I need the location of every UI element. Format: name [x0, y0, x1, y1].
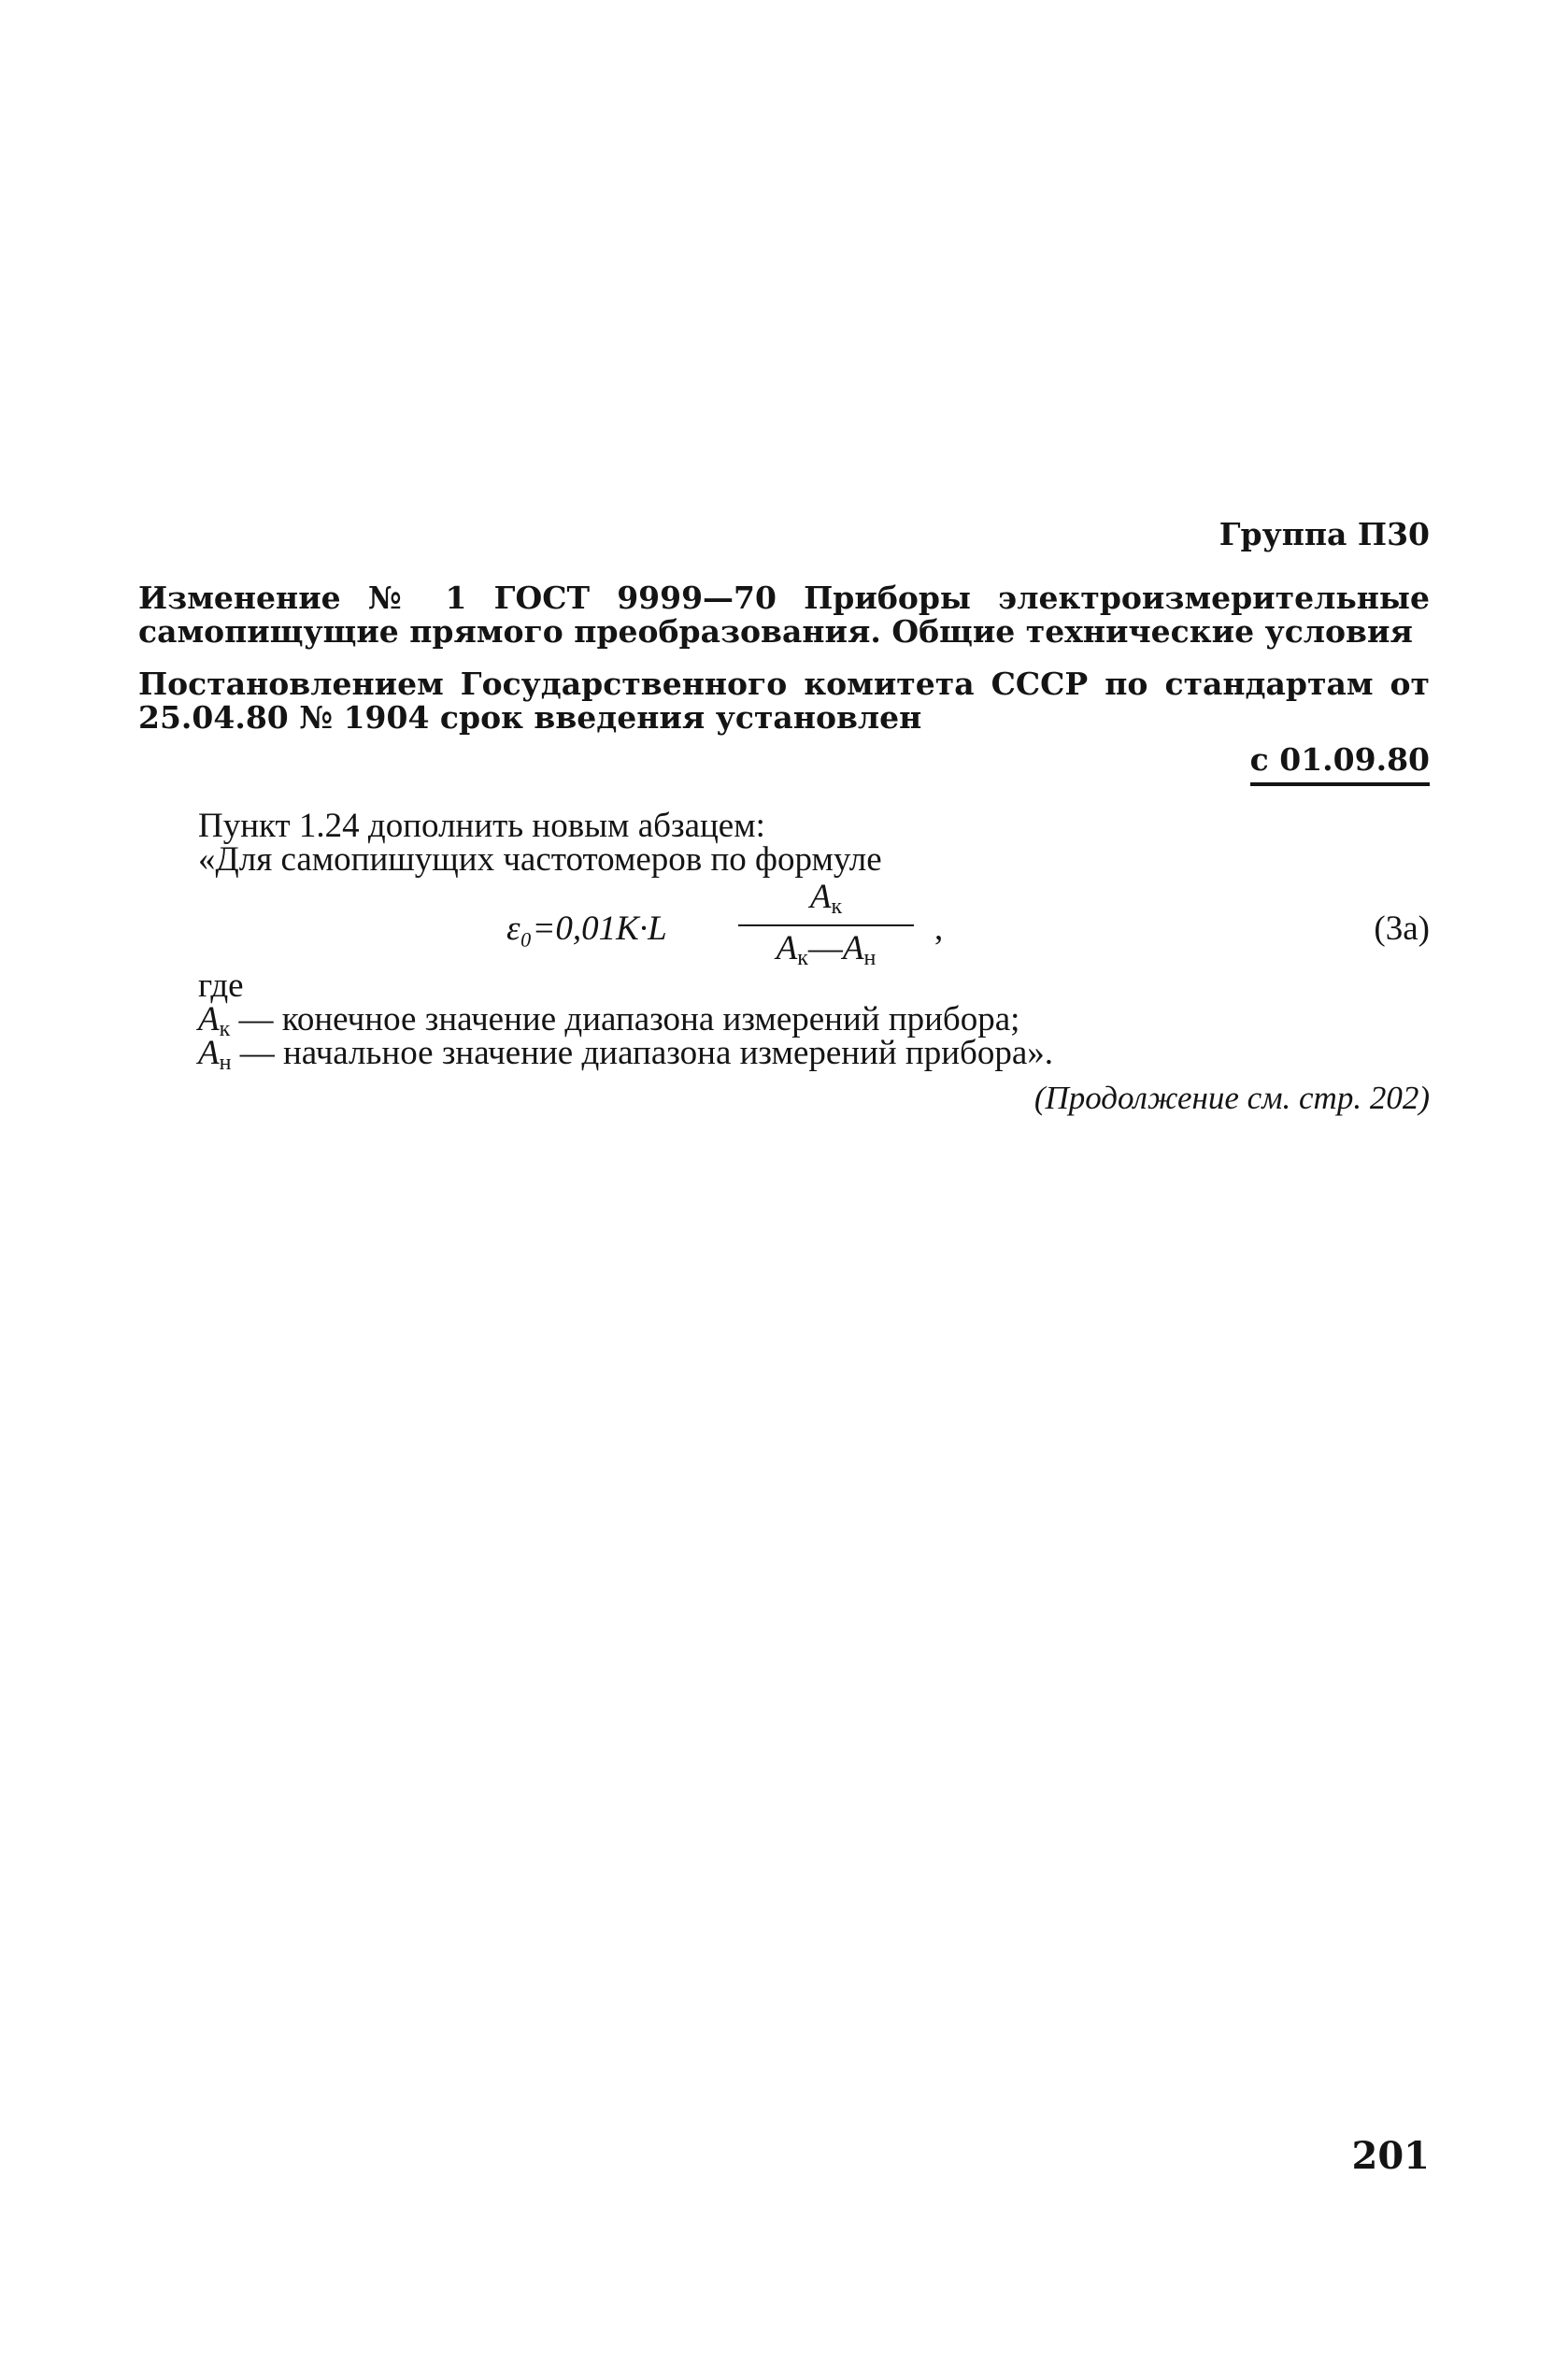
equation-number: (3а): [1374, 909, 1430, 948]
formula-comma: ,: [934, 909, 944, 948]
document-title: Изменение № 1 ГОСТ 9999—70 Приборы электроизмерительные самопищущие прямого преобразования. Общие технические условия: [138, 580, 1430, 650]
formula-lead-in: «Для самопишущих частотомеров по формуле: [198, 840, 882, 879]
fraction-numerator: $A_к$: [809, 878, 843, 919]
formula-fraction: [738, 877, 914, 970]
where-label: где: [198, 967, 244, 1005]
decree-paragraph: Постановлением Государственного комитета СССР по стандартам от 25.04.80 № 1904 срок введения установлен: [138, 666, 1430, 736]
page-number: 201: [1351, 2134, 1430, 2178]
group-label: Группа П30: [1219, 516, 1430, 552]
item-instruction: Пункт 1.24 дополнить новым абзацем:: [198, 807, 765, 845]
definition-a-n: $A_н$ — начальное значение диапазона измерений прибора».: [198, 1034, 1054, 1075]
effective-date: с 01.09.80: [1250, 741, 1430, 786]
fraction-bar: [738, 924, 914, 926]
continuation-note: (Продолжение см. стр. 202): [1033, 1080, 1430, 1116]
fraction-denominator: $A_к—A_н$: [776, 929, 877, 970]
definition-a-k: $A_к$ — конечное значение диапазона измерений прибора;: [198, 1000, 1020, 1041]
formula-lhs: ε₀=0,01K·L: [506, 909, 667, 948]
